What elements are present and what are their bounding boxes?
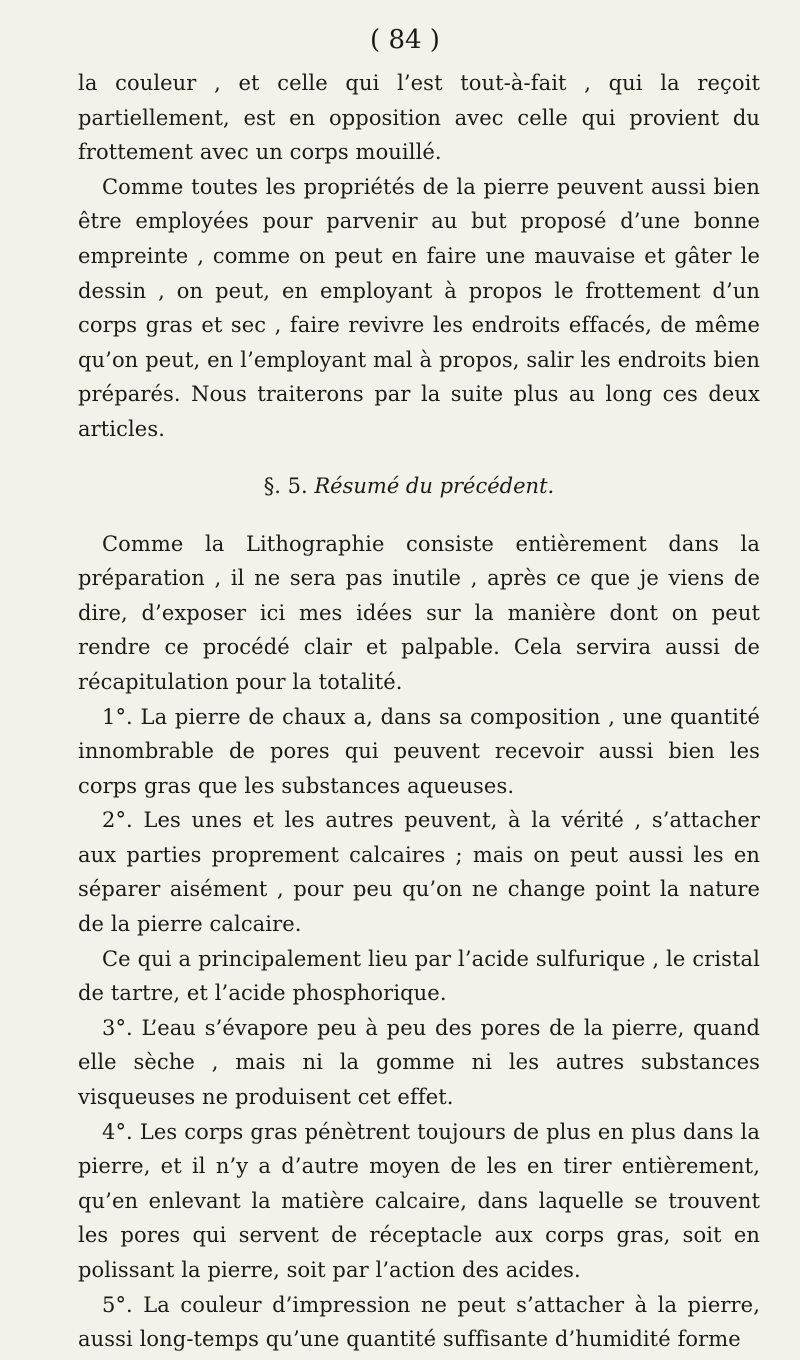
paragraph-point-5: 5°. La couleur d’impression ne peut s’attacher à la pierre, aussi long-temps qu’une quantité suffisante d’humidité forme bbox=[78, 1292, 760, 1352]
section-heading bbox=[78, 469, 760, 503]
paragraph-point-4: 4°. Les corps gras pénètrent toujours de plus en plus dans la pierre, et il n’y a d’autre moyen de les en tirer entièrement, qu’en enlevant la matière calcaire, dans laquelle se trouvent les pores qui servent de réceptacle aux corps gras, soit en polissant la pierre, soit par l’action des acides. bbox=[78, 1119, 760, 1282]
paragraph-intro: Comme la Lithographie consiste entièrement dans la préparation , il ne sera pas inutile , après ce que je viens de dire, d’exposer ici mes idées sur la manière dont on peut rendre ce procédé clair et palpable. Cela servira aussi de récapitulation pour la totalité. bbox=[78, 531, 760, 694]
paragraph-properties: Comme toutes les propriétés de la pierre peuvent aussi bien être employées pour parvenir au but proposé d’une bonne empreinte , comme on peut en faire une mauvaise et gâter le dessin , on peut, en employant à propos le frottement d’un corps gras et sec , faire revivre les endroits effacés, de même qu’on peut, en l’employant mal à propos, salir les endroits bien préparés. Nous traiterons par la suite plus au long ces deux articles. bbox=[78, 174, 760, 441]
paragraph-point-2-note: Ce qui a principalement lieu par l’acide sulfurique , le cristal de tartre, et l’acide phosphorique. bbox=[78, 946, 760, 1006]
paragraph-point-3: 3°. L’eau s’évapore peu à peu des pores de la pierre, quand elle sèche , mais ni la gomme ni les autres substances visqueuses ne produisent cet effet. bbox=[78, 1015, 760, 1110]
section-title: Résumé du précédent. bbox=[314, 473, 555, 498]
paragraph-point-1: 1°. La pierre de chaux a, dans sa composition , une quantité innombrable de pores qui peuvent recevoir aussi bien les corps gras que les substances aqueuses. bbox=[78, 704, 760, 798]
paragraph-continuation: la couleur , et celle qui l’est tout-à-fait , qui la reçoit partiellement, est en opposition avec celle qui provient du frottement avec un corps mouillé. bbox=[78, 71, 760, 165]
section-number: §. 5. bbox=[263, 473, 308, 498]
page-number: ( 84 ) bbox=[370, 25, 440, 55]
paragraph-point-2: 2°. Les unes et les autres peuvent, à la vérité , s’attacher aux parties proprement calcaires ; mais on peut aussi les en séparer aisément , pour peu qu’on ne change point la nature de la pierre calcaire. bbox=[78, 808, 760, 937]
